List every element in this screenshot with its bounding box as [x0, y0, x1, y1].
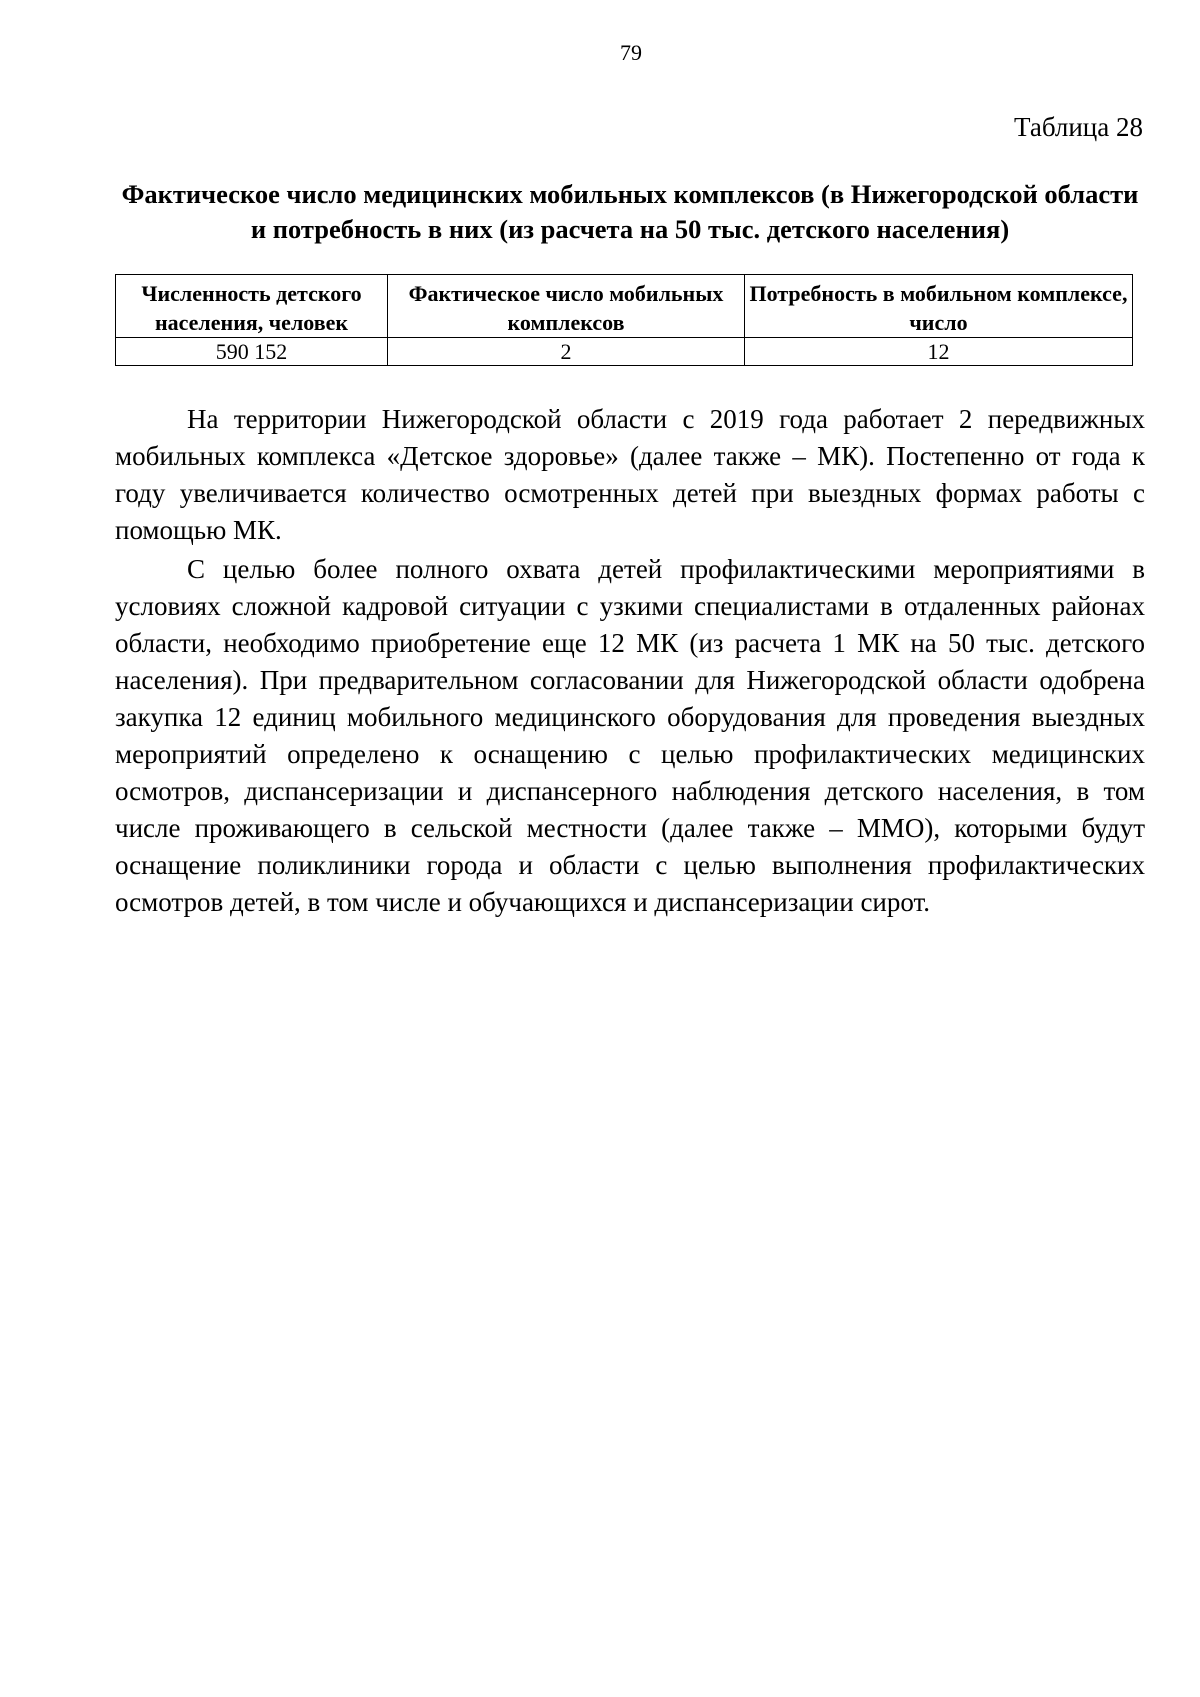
table-label: Таблица 28	[1014, 112, 1143, 142]
cell-need-complexes: 12	[745, 338, 1133, 366]
table-title: Фактическое число медицинских мобильных комплексов (в Нижегородской области и потребность в них (из расчета на 50 тыс. детского населения)	[121, 179, 1139, 244]
paragraph: На территории Нижегородской области с 2019 года работает 2 передвижных мобильных комплекса «Детское здоровье» (далее также – МК). Постепенно от года к году увеличивается количество осмотренных детей при выездных формах работы с помощью МК.	[115, 404, 1145, 545]
header-actual-complexes: Фактическое число мобильных комплексов	[388, 275, 745, 338]
table-row	[116, 338, 1133, 366]
table-header-row	[116, 275, 1133, 338]
cell-child-population: 590 152	[116, 338, 388, 366]
cell-actual-complexes: 2	[388, 338, 745, 366]
header-child-population: Численность детского населения, человек	[116, 275, 388, 338]
paragraph: С целью более полного охвата детей профилактическими мероприятиями в условиях сложной кадровой ситуации с узкими специалистами в отдаленных районах области, необходимо приобретение еще 12 МК (из расчета 1 МК на 50 тыс. детского населения). При предварительном согласовании для Нижегородской области одобрена закупка 12 единиц мобильного медицинского оборудования для проведения выездных мероприятий определено к оснащению с целью профилактических медицинских осмотров, диспансеризации и диспансерного наблюдения детского населения, в том числе проживающего в сельской местности (далее также – ММО), которыми будут оснащение поликлиники города и области с целью выполнения профилактических осмотров детей, в том числе и обучающихся и диспансеризации сирот.	[115, 554, 1145, 917]
header-need-complexes: Потребность в мобильном комплексе, число	[745, 275, 1133, 338]
body-text	[115, 401, 1145, 921]
page-number: 79	[620, 40, 642, 65]
data-table	[115, 274, 1133, 366]
